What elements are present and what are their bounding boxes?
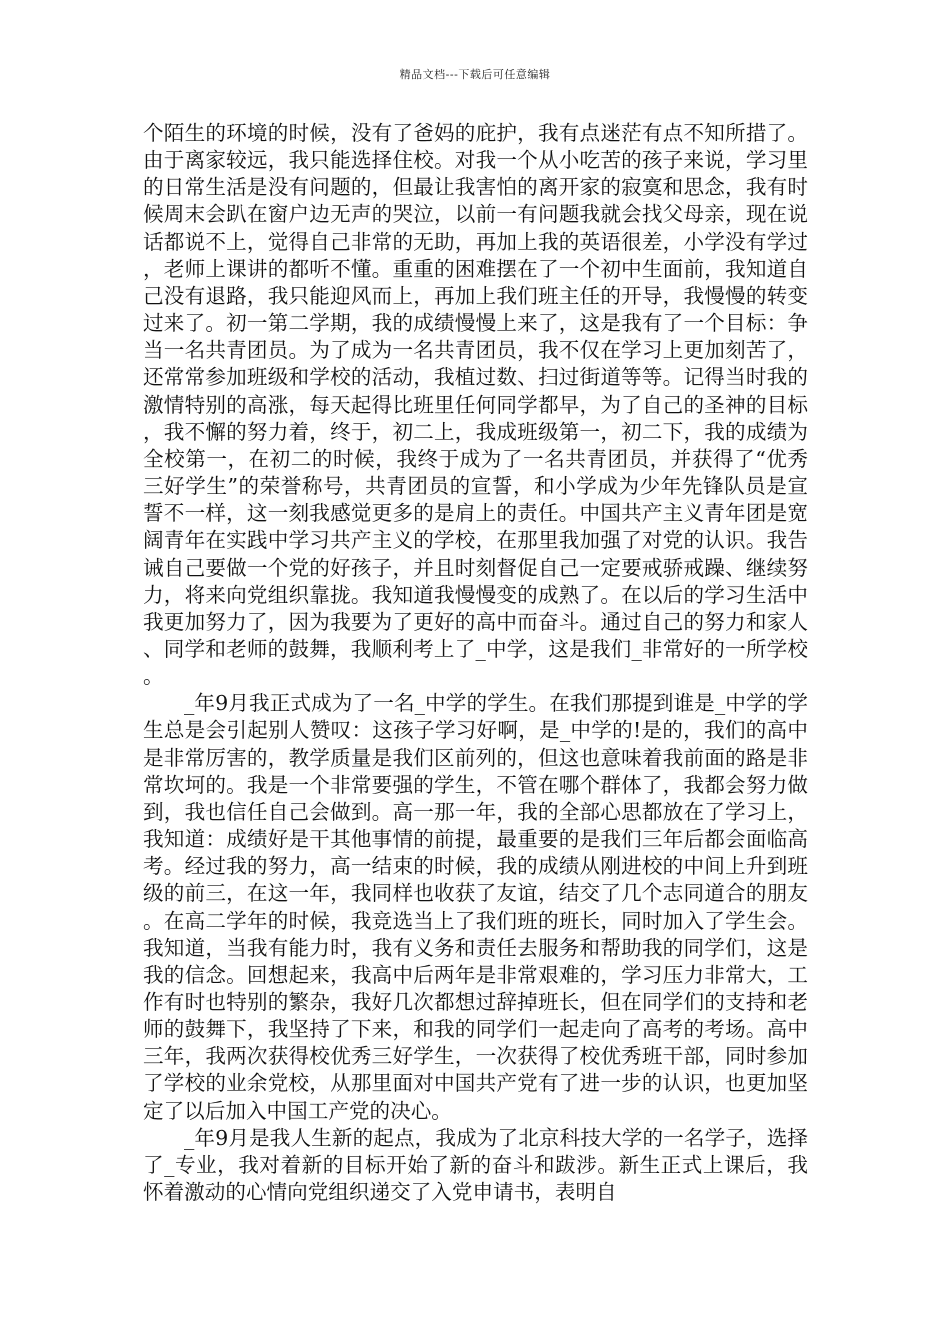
- paragraph-1: 个陌生的环境的时候，没有了爸妈的庇护，我有点迷茫有点不知所措了。由于离家较远，我只能选择住校。对我一个从小吃苦的孩子来说，学习里的日常生活是没有问题的，但最让我害怕的离开家的寂寞和思念，我有时候周末会趴在窗户边无声的哭泣，以前一有问题我就会找父母亲，现在说话都说不上，觉得自己非常的无助，再加上我的英语很差，小学没有学过，老师上课讲的都听不懂。重重的困难摆在了一个初中生面前，我知道自己没有退路，我只能迎风而上，再加上我们班主任的开导，我慢慢的转变过来了。初一第二学期，我的成绩慢慢上来了，这是我有了一个目标：争当一名共青团员。为了成为一名共青团员，我不仅在学习上更加刻苦了，还常常参加班级和学校的活动，我植过数、扫过街道等等。记得当时我的激情特别的高涨，每天起得比班里任何同学都早，为了自己的圣神的目标，我不懈的努力着，终于，初二上，我成班级第一，初二下，我的成绩为全校第一，在初二的时候，我终于成为了一名共青团员，并获得了“优秀三好学生”的荣誉称号，共青团员的宣誓，和小学成为少年先锋队员是宣誓不一样，这一刻我感觉更多的是肩上的责任。中国共产主义青年团是宽阔青年在实践中学习共产主义的学校，在那里我加强了对党的认识。我告诫自己要做一个党的好孩子，并且时刻督促自己一定要戒骄戒躁、继续努力，将来向党组织靠拢。我知道我慢慢变的成熟了。在以后的学习生活中我更加努力了，因为我要为了更好的高中而奋斗。通过自己的努力和家人、同学和老师的鼓舞，我顺利考上了_中学，这是我们_非常好的一所学校。: [143, 121, 808, 689]
- paragraph-3: _年9月是我人生新的起点，我成为了北京科技大学的一名学子，选择了_专业，我对着新的目标开始了新的奋斗和跋涉。新生正式上课后，我怀着激动的心情向党组织递交了入党申请书，表明自: [143, 1125, 808, 1205]
- page-header-note: 精品文档---下载后可任意编辑: [399, 68, 551, 81]
- document-body: [143, 120, 808, 1206]
- paragraph-2: _年9月我正式成为了一名_中学的学生。在我们那提到谁是_中学的学生总是会引起别人赞叹：这孩子学习好啊，是_中学的!是的，我们的高中是非常厉害的，教学质量是我们区前列的，但这也意味着我前面的路是非常坎坷的。我是一个非常要强的学生，不管在哪个群体了，我都会努力做到，我也信任自己会做到。高一那一年，我的全部心思都放在了学习上，我知道：成绩好是干其他事情的前提，最重要的是我们三年后都会面临高考。经过我的努力，高一结束的时候，我的成绩从刚进校的中间上升到班级的前三，在这一年，我同样也收获了友谊，结交了几个志同道合的朋友。在高二学年的时候，我竞选当上了我们班的班长，同时加入了学生会。我知道，当我有能力时，我有义务和责任去服务和帮助我的同学们，这是我的信念。回想起来，我高中后两年是非常艰难的，学习压力非常大，工作有时也特别的繁杂，我好几次都想过辞掉班长，但在同学们的支持和老师的鼓舞下，我坚持了下来，和我的同学们一起走向了高考的考场。高中三年，我两次获得校优秀三好学生，一次获得了校优秀班干部，同时参加了学校的业余党校，从那里面对中国共产党有了进一步的认识，也更加坚定了以后加入中国工产党的决心。: [143, 691, 808, 1123]
